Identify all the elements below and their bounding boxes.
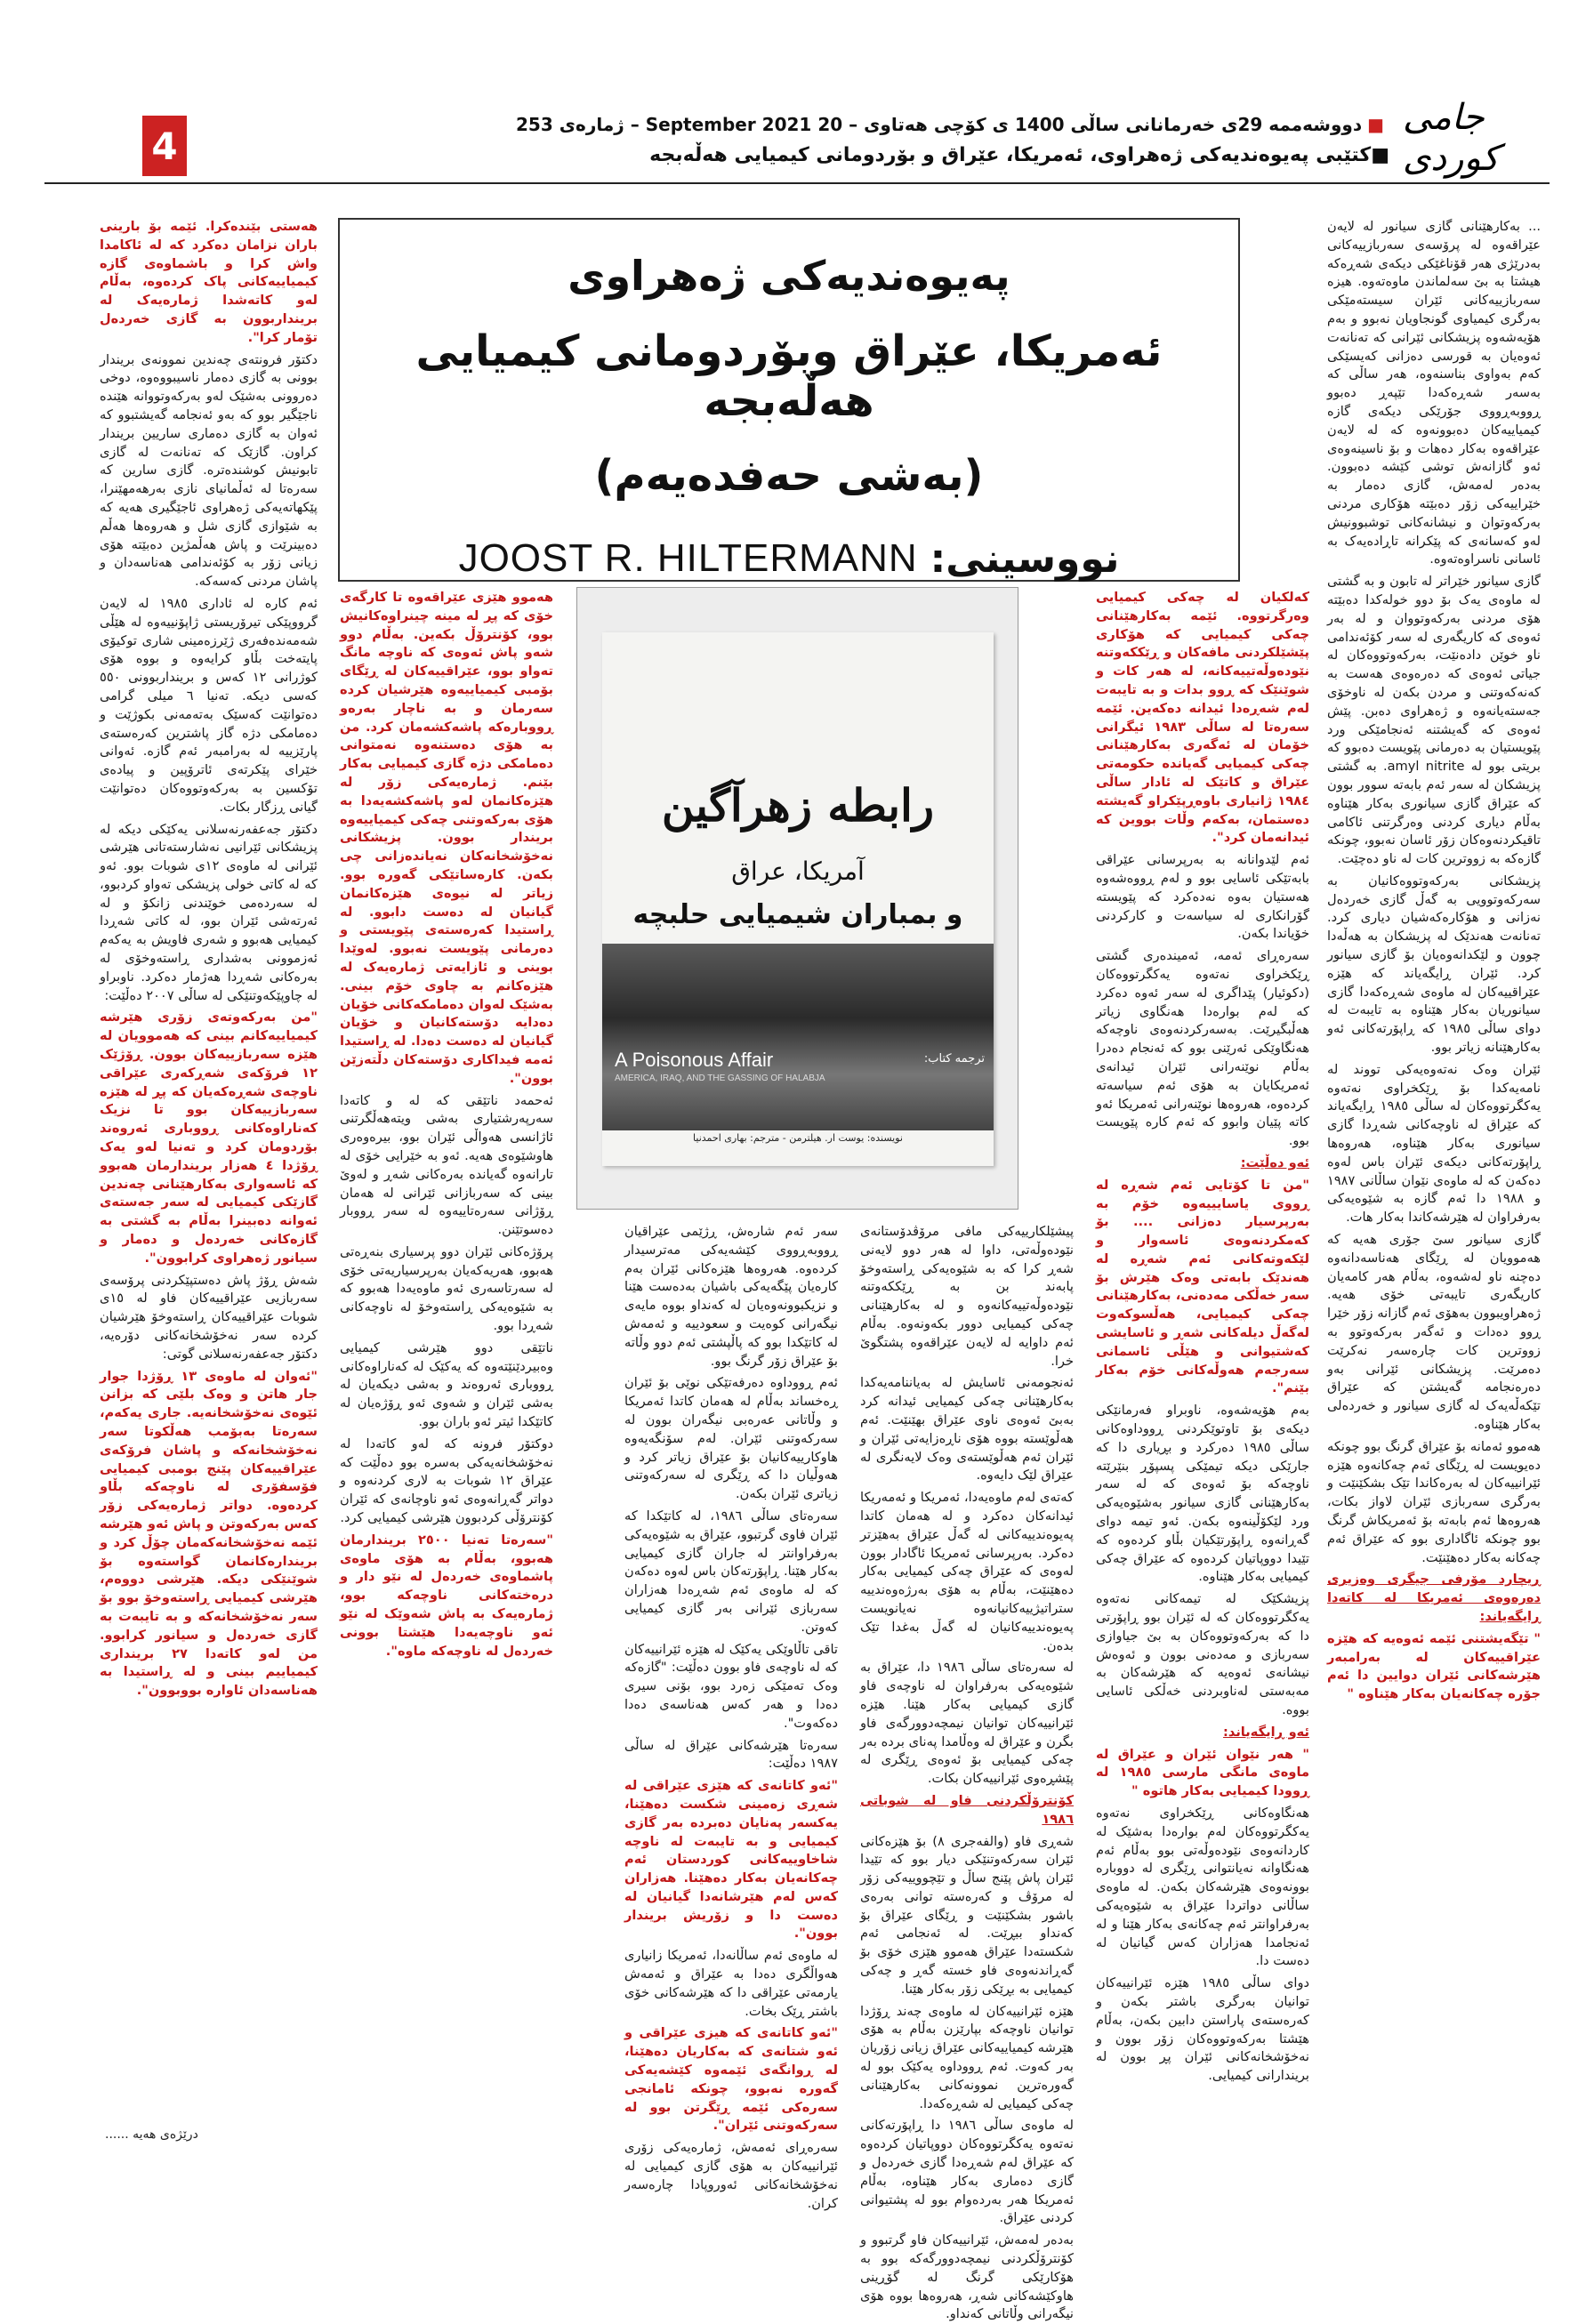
- book-title-english: A Poisonous Affair: [615, 1049, 774, 1071]
- article-paragraph: ناتێقی دوو هێرشی کیمیایی وەبیردێنێتەوە کە یەکێک لە کەناراوەکانی ڕووباری ئەروەند و بەشی دیکەیان لە بەشی ئێران و شەوی ئەو ڕۆژەیان لە کاتێکدا ئیتر ئەو باران بوو.: [340, 1339, 553, 1430]
- article-paragraph: "من بەرکەوتەی زۆری هێرشە کیمیاییەکانم بینی کە هەموویان لە هێزە سەربازییەکان بوون. ڕۆژێک ١٢ فرۆکەی شەڕکەری عێراقی ناوچەی شەڕەکەیان کە پڕ لە هێزە سەربازییەکان بوو تا نزیک کەناراوەکانی ڕووباری ئەروەند بۆردومان کرد و تەنیا لەو یەک ڕۆژدا ٤ هەزار بریندارمان هەبوو کە ئاسەواری بەکارهێنانی چەندین گازێکی کیمیایی لە سەر جەستەی ئەوانە دەبینرا بەڵام بە گشتی بە گازەکانی خەردەل و دەمار و سیانور ژەهراوی کرابوون".: [100, 1009, 318, 1266]
- article-paragraph: لە ماوەی ئەم ساڵانەدا، ئەمریکا زانیاری هەواڵگری دەدا بە عێراق و ئەمەش یارمەتی عێراقی دا کە هێرشەکانی خۆی باشتر ڕێک بخات.: [624, 1948, 838, 2019]
- book-cover: [602, 632, 994, 1166]
- article-paragraph: ئەم ڕووداوە دەرفەتێکی نوێی بۆ ئێران ڕەخساند بەڵام لە هەمان کاتدا ئەمریکا و وڵاتانی عەرەبی نیگەران بوون لە سەرکەوتنی ئێران. لەم سۆنگەیەوە هاوکارییەکانیان بۆ عێراق زیاتر کرد و هەوڵیان دا کە ڕێگری لە سەرکەوتنی زیاتری ئێران بکەن.: [624, 1375, 838, 1502]
- title-line-1: پەیوەندیەکی ژەهراوی: [568, 252, 1010, 300]
- translator-label: ترجمه کتاب:: [923, 1052, 985, 1066]
- article-column-1: [1327, 218, 1541, 2103]
- article-paragraph: کەلکیان لە چەکی کیمیایی وەرگرتووە. ئێمە بەکارهێنانی چەکی کیمیایی کە هۆکاری پێشێلکردنی مافەکان و ڕێککەوتنە نێودەوڵەتییەکانە، لە هەر کات و شوێنێک کە ڕوو بدات و بە تایبەت لەم شەڕەدا ئیدانە دەکەین. ئێمە سەرەتا لە ساڵی ١٩٨٣ ئیگرانی خۆمان لە ئەگەری بەکارهێنانی چەکی کیمیایی گەیاندە حکومەتی عێراق و کاتێک لە ئادار ساڵی ١٩٨٤ ژانیاری باوەڕپێکراو گەیشتە دەستمان، بەکەم وڵات بووین کە ئیدانەمان کرد".: [1096, 590, 1309, 846]
- article-paragraph: "ئەو کاتانەی کە هێزی عێراقی لە شەڕی زەمینی شکست دەهێنا، یەکسەر پەنایان دەبردە بەر گازی کیمیایی و بە تایبەت لە ناوچە شاخاوییەکانی کوردستان ئەم چەکانەیان بەکار دەهێنا. هەزاران کەس لەم هێرشانەدا گیانیان لە دەست دا و زۆریش بریندار بوون".: [624, 1778, 838, 1942]
- book-credits: نویسنده: یوست ار. هیلترمن - مترجم: بهاری احمدنیا: [693, 1132, 903, 1144]
- article-paragraph: ئەم کارە لە ئاداری ١٩٨٥ لە لایەن گرووپێکی تیرۆریستی ژاپۆنییەوە لە هێڵی شەمەندەفەری ژێرزەمینی شاری توکیۆی پایتەخت بڵاو کرایەوە و بووە هۆی کوژرانی ١٢ کەس و برینداربوونی ٥٥٠ کەسی دیکە. تەنیا ٦ میلی گرامی دەتوانێت کەسێک بەتەمەنی بکوژێت و دەمامکی دژە گاز پاشترین کەرەستەی پارێزییە لە بەرامبەر ئەم گازە. ئەوانی خێرای پێکرتەی ئاترۆپین و پیادەی تۆکسین بە بەرکەوتووەکان دەتوانێت گیانی ڕزگار بکات.: [100, 595, 318, 815]
- article-paragraph: گازی سیانور سێ جۆری هەیە کە هەموویان لە ڕێگای هەناسەدانەوە دەچنە ناو لەشەوە، بەڵام هەر کامەیان کاریگەری تایبەتی خۆی هەیە. ژەهراویبوون بەهۆی ئەم گازانە زۆر خێرا ڕوو دەدات و ئەگەر بەرکەوتوو بە زووترین کات چارەسەر نەکرێت دەمرێت. پزیشکانی ئێرانی بەو دەرەنجامە گەیشتن کە عێراق تێکەڵەیەک لە گازی سیانور و خەردەلی بەکار هێناوە.: [1327, 1232, 1541, 1432]
- article-paragraph: "ئەوان لە ماوەی ١٣ ڕۆژدا جوار جار هاتن و وەک بلێی کە بزانن ئێوەی نەخۆشخانەیە. جاری یەکەم، سەرەتا بەبۆمب هەڵکوتا سەر نەخۆشخانەکە و پاشان فرۆکەی عێراقییەکان پێنج بومبی کیمیایی فۆسفۆری لە ناوچەکە بڵاو کردەوە. دواتر ژمارەیەکی زۆر کەس بەرکەوتن و پاش ئەو هێرشە ئێمە نەخۆشخانەکەمان چۆڵ کرد و بریندارەکانمان گواستەوە بۆ شوێنێکی دیکە. هێرشی دووەم، هێرشی کیمیایی ڕاستەوخۆ بوو بۆ سەر نەخۆشخانەکە و بە تایبەت بە گازی خەردەل و سیانور کرابوو. من لەو کاتەدا ٢٧ برینداری کیمیاییم بینی و لە ڕاستیدا بە هەناسەدان ئاوارە بووبوون".: [100, 1368, 318, 1699]
- article-column-4: [624, 1223, 838, 2211]
- article-paragraph: ڕیچارد مۆرفی جیگری وەزیری دەرەوەی ئەمریکا لە کاتەدا ڕایگەیاند:: [1327, 1572, 1541, 1624]
- article-paragraph: دکتۆر جەعفەرنەسلانی یەکێکی دیکە لە پزیشکانی ئێرانیی نەشارستەتانی هێرشی ئێرانی لە ماوەی ١٢ی شوبات بوو. ئەو کە لە کاتی خولی پزیشکی تەواو کردبوو، لە سەردەمی خوێندنی زانکۆ و لە ئەرتەشی ئێران بوو، لە کاتی شەڕدا کیمیایی هەبوو و شەری فاویش بە یەکەم ئەزموونی بەشداری ڕاستەوخۆی لە بەرەکانی شەڕدا هەژمار دەکرد. ناوبراو لە چاوپێکەوتنێکی لە ساڵی ٢٠٠٧ دەڵێت:: [100, 821, 318, 1003]
- article-paragraph: تاقی تاڵاوێکی یەکێک لە هێزە ئێرانییەکان کە لە ناوچەی فاو بوون دەڵێت: "گازەکە وەک تەمێکی زەرد بوو، بۆنی سیری دەدا و هەر کەس هەناسەی دەدا دەکەوت".: [624, 1641, 838, 1731]
- article-paragraph: پزیشکانی بەرکەوتووەکانیان بە سەرکەوتوویی بە گەڵ گازی خەردەل نەزانی و هۆکارەکەشیان دیاری کرد. تەنانەت هەندێک لە پزیشکان بە هەڵەدا چوون و لێکدانەوەیان بۆ گازی سیانور کرد. ئێران ڕایگەیاند کە هێزە عێراقییەکان لە ماوەی شەڕەکەدا گازی سیانوریان بەکار هێناوە بە تایبەت لە دوای ساڵی ١٩٨٥ کە ڕاپۆرتەکانی ئەو بەکارهێنانە زیاتر بوو.: [1327, 873, 1541, 1056]
- article-paragraph: دوکتۆر فرونە کە لەو کاتەدا لە نەخۆشخانەیەکی بەسرە بوو دەڵێت کە عێراق ١٢ شوبات بە لاری کردنەوە و دواتر گەڕانەوەی ئەو ناوچانەی کە ئێران کۆنترۆڵی کردبوون هێرشی کیمیایی کرد.: [340, 1435, 553, 1526]
- article-running-title: [649, 144, 1389, 166]
- article-paragraph: پیشێلکارییەکی مافی مرۆڤدۆستانەی نێودەوڵەتی، داوا لە هەر دوو لایەنی شەڕ کرا کە بە شێوەیەکی ڕاستەوخۆ پابەند بن بە ڕێککەوتنە نێودەوڵەتییەکانەوە و لە بەکارهێنانی چەکی کیمیایی دوور بکەونەوە. بەڵام ئەم داوایە لە لایەن عێراقەوە پشتگوێ خرا.: [860, 1224, 1074, 1369]
- article-paragraph: "سەرەتا تەنیا ٢٥٠٠ بریندارمان هەبوو، بەڵام بە هۆی ماوەی پاشماوەی خەردەل لە نێو دار و درەختەکانی ناوچەکە بوو، ژمارەیەک بە پاش شەوێک لە نێو ئەو ناوچەیەدا هێشتا بوونی خەردەل لە ناوچەکە ماوە".: [340, 1532, 553, 1659]
- article-column-3: [860, 1223, 1074, 2322]
- article-paragraph: سەر ئەم شارەش، ڕژێمی عێراقیان ڕووبەڕووی کێشەیەکی مەترسیدار کردەوە. هەروەها هێزەکانی ئێران بەم کارەیان پێگەیەکی باشیان بەدەست هێنا و نزیکبوونەوەیان لە کەنداو بووە مایەی نیگەرانی کوەیت و سعودییە و ئەمەش لە کاتێکدا بوو کە پاڵپشتی ئەم دوو وڵاتە بۆ عێراق زۆر گرنگ بوو.: [624, 1224, 838, 1369]
- article-paragraph: پزیشکێک لە تیمەکانی نەتەوە یەکگرتووەکان کە لە ئێران بوو ڕاپۆرتی دا کە بەرکەوتووەکان بە بێ جیاوازی سەربازی و مەدەنی بوون و ئەوەش نیشانەی ئەوەیە کە هێرشەکان بە مەبەستی لەناوبردنی خەڵکی ئاسایی بووە.: [1096, 1591, 1309, 1718]
- author-name: JOOST R. HILTERMANN: [458, 536, 918, 580]
- article-paragraph: لە ماوەی ساڵی ١٩٨٦ دا ڕاپۆرتەکانی نەتەوە یەکگرتووەکان دووپاتیان کردەوە کە عێراق لەم شەڕەدا گازی خەردەل و گازی دەماری بەکار هێناوە، بەڵام ئەمریکا هەر بەردەوام بوو لە پشتیوانی کردنی عێراق.: [860, 2118, 1074, 2226]
- issue-date-text: دووشەممە 29ی خەرمانانی ساڵی 1400 ی کۆچی هەتاوی – 20 September 2021 – ژمارەی 253: [516, 114, 1363, 135]
- article-column-5: [340, 589, 553, 2101]
- article-paragraph: ئەحمەد ناتێقی کە لە و کاتەدا سەرپەرشتیاری بەشی ویتەهەڵگرتنی ئاژانسی هەواڵی ئێران بوو، بیرەوەری هاوشێوەی هەیە. ئەو بە خێرایی خۆی لە تارانەوە گەیاندە بەرەکانی شەڕ و لەوێ بینی کە سەربازانی ئێرانی لە هەمان ڕۆژانی سەرەتاییەوە لە سەر ڕووبار دەسوتێنن.: [340, 1092, 553, 1238]
- article-paragraph: هەنگاوەکانی ڕێکخراوی نەتەوە یەکگرتووەکان لەم بوارەدا بەشێک لە کاردانەوەی نێودەوڵەتی بوو بەڵام ئەم هەنگاوانە نەیانتوانی ڕێگری لە دووبارە بوونەوەی هێرشەکان بکەن. لە ماوەی ساڵانی دواتردا عێراق بە شێوەیەکی بەرفراوانتر ئەم چەکانەی بەکار هێنا و لە ئەنجامدا هەزاران کەس گیانیان لە دەست دا.: [1096, 1805, 1309, 1969]
- article-paragraph: دکتۆر فرونتەی چەندین نموونەی بریندار بوونی بە گازی دەمار ناسیبووەوە، دوخی دەروونی بەشێک لەو بەرکەوتووانە هێندە ناجێگیر بوو کە بەو ئەنجامە گەیشتبوو کە ئەوان بە گازی دەماری ساریین بریندار کراون. گازێک کە تەنانەت لە گازی تابونیش کوشندەترە. گازی سارین کە سەرەتا لە ئەڵمانیای نازی بەرهەمهێنرا، پێکهاتەیەکی ژەهراوی ئاجێگیری هەیە کە بە شێوازی گازی شل و هەروەها هەڵم دەبینرێت و پاش هەڵمژین دەبێتە هۆی زیانی زۆر بە کۆئەندامی هەناسەدان و پاشان مردنی کەسەکە.: [100, 351, 318, 590]
- article-paragraph: هێزە ئێرانییەکان لە ماوەی چەند ڕۆژدا توانیان ناوچەکە بپارێزن بەڵام بە هۆی هێرشە کیمیاییەکانی عێراق زیانی زۆریان بەر کەوت. ئەم ڕووداوە یەکێک بوو لە گەورەترین نموونەکانی بەکارهێنانی چەکی کیمیایی لە شەڕەکەدا.: [860, 2003, 1074, 2111]
- article-paragraph: سەرەڕای ئەمەش، ژمارەیەکی زۆری ئێرانییەکان بە هۆی گازی کیمیایی لە نەخۆشخانەکانی ئەوروپادا چارەسەر کران.: [624, 2140, 838, 2211]
- article-title-box: [338, 218, 1240, 582]
- article-paragraph: ئەو ڕایگەیاند:: [1223, 1724, 1309, 1740]
- book-cover-photo: [602, 944, 994, 1130]
- article-paragraph: "من تا کۆتایی ئەم شەڕە لە ڕووی یاسایییەوە خۆم بە بەرپرسیار دەزانی .... بۆ کەمکردنەوەی ئاسەوار و لێکەوتەکانی ئەم شەڕە لە هەندێک بابەتی وەک هێرش بۆ سەر خەڵکی مەدەنی، بەکارهێنانی چەکی کیمیایی، هەڵسوکەوت لەگەڵ دیلەکانی شەڕ و ئاسایشی کەشتیوانی و هێڵی ئاسمانی سەرجەم هەوڵەکانی خۆم بەکار بێنم".: [1096, 1177, 1309, 1396]
- article-paragraph: سەرەتای ساڵی ١٩٨٦، لە کاتێکدا کە ئێران فاوی گرتبوو، عێراق بە شێوەیەکی بەرفراوانتر لە جاران گازی کیمیایی بەکار هێنا. ڕاپۆرتەکان باس لەوە دەکەن کە لە ماوەی ئەم شەڕەدا هەزاران سەربازی ئێرانی بەر گازی کیمیایی کەوتن.: [624, 1508, 838, 1635]
- article-paragraph: سەرەڕای ئەمە، ئەمیندەری گشتی ڕێکخراوی نەتەوە یەکگرتووەکان (دکوئیار) پێداگری لە سەر ئەوە دەکرد کە لەم بوارەدا هەنگاوی زیاتر هەڵبگیرێت. بەسەرکردنەوەی ناوچەکە هەنگاوێکی ئەرێنی بوو کە ئەنجام دەدرا بەڵام نوێنەرانی ئێران ئیدانەی ئەمریکایان بە هۆی ئەم سیاسەتە کردەوە، هەروەها نوێنەرانی ئەمریکا ئەو کاتە پێیان وابوو کە ئەم کارە پێویست بوو.: [1096, 948, 1309, 1149]
- article-paragraph: هەستی بێندەکرا. ئێمە بۆ بارینی باران نزامان دەکرد کە لە ئاکامدا واش کرا و باشماوەی گازە کیمیاییەکانی پاک کردەوە، بەڵام لەو کاتەشدا ژمارەیەک لە برینداربوون بە گازی خەردەل تۆمار کرا".: [100, 219, 318, 345]
- article-paragraph: بەدەر لەمەش، ئێرانییەکان فاو گرتبوو و کۆنترۆڵکردنی نیمچەدوورگەکە بوو بە هۆکارێکی گرنگ لە گۆڕینی هاوکێشەکانی شەڕ، هەروەها بووە هۆی نیگەرانی وڵاتانی کەنداو.: [860, 2232, 1074, 2322]
- title-part-label: (بەشی حەفدەیەم): [594, 451, 984, 501]
- header-divider: [44, 182, 1550, 184]
- title-line-2: ئەمریکا، عێراق وبۆردومانی کیمیایی هەڵەبجە: [415, 326, 1163, 426]
- article-column-2: [1096, 589, 1309, 2101]
- article-paragraph: گازی سیانور خێراتر لە تابون و بە گشتی لە ماوەی یەک بۆ دوو خولەکدا دەبێتە هۆی مردنی بەرکەوتووان و لە بەر ئەوەی کە کاریگەری لە سەر کۆئەندامی ناو خوێن دادەنێت، بەرکەوتووەکان لە جیاتی ئەوەی کە دەرەوەی هەست بە کەنەکەوتنی و مردن بکەن لە ناوخۆی جەستەیانەوە و ژەهراوی دەبن. پێش ئەوەی کە گەیشتنە ئەنجامێکی ورد پێویستیان بە دەرمانی پێویست دەبوو کە بریتی بوو لە amyl nitrite. بە گشتی پزیشکان لە سەر ئەم بابەتە سوور بوون کە عێراق گازی سیانوری بەکار هێناوە بەڵام دیاری کردنی وەرگرتنی ئاکامی تاقیکردنەوەکان زۆر ئاسان نەبوو، چونکە گازەکە بە زووترین کات لە ناو دەچێت.: [1327, 574, 1541, 867]
- article-paragraph: " تێگەیشتنی ئێمە ئەوەیە کە هێزە عێراقییەکان لە بەرامبەر هێرشەکانی ئێران دوایین دا ئەم جۆرە چەکانەیان بەکار هێناوە ": [1327, 1630, 1541, 1702]
- red-square-icon: ■: [1371, 144, 1389, 166]
- article-paragraph: " هەر نێوان ئێران و عێراق لە ماوەی مانگی مارسی ١٩٨٥ لە ڕوودا کیمیایی بەکار هاتوە ": [1096, 1746, 1309, 1799]
- article-column-6: [100, 218, 318, 2117]
- article-paragraph: ئەم لێدوانانە بە بەرپرسانی عێراقی بابەتێکی ئاسایی بوو و لەم ڕووەشەوە هەستیان بەوە نەدەکرد کە پێویستە گۆرانکاری لە سیاسەت و کارکردنی خۆیاندا بکەن.: [1096, 852, 1309, 942]
- article-paragraph: "ئەو کاتانەی کە هیزی عێراقی و ئەو شتانەی کە بەکاریان دەهێنا، لە ڕوانگەی ئێمەوە کێشەیەکی گەورە نەبوو، چونکە ئامانجی سەرەکی ئێمە ڕێگرتن بوو لە سەرکەوتنی ئێران".: [624, 2025, 838, 2134]
- red-square-icon: ■: [1367, 114, 1384, 135]
- book-title: رابطه زهرآگین: [661, 779, 935, 832]
- book-subtitle-1: آمریکا، عراق: [731, 856, 865, 886]
- article-paragraph: سەرەتا هێرشەکانی عێراق لە ساڵی ١٩٨٧ دەڵێت:: [624, 1737, 838, 1772]
- article-paragraph: دوای ساڵی ١٩٨٥ هێزە ئێرانییەکان توانیان بەرگری باشتر بکەن و کەرەستەی پاراستن دابین بکەن، بەڵام هێشتا بەرکەوتووەکان زۆر بوون و نەخۆشخانەکانی ئێران پڕ بوون لە بریندارانی کیمیایی.: [1096, 1975, 1309, 2084]
- article-paragraph: هەموو هێزی عێراقەوە تا کارگەی خۆی کە پڕ لە مینە چینراوەکانیش بوو، کۆنترۆڵ بکەین. بەڵام دوو شەو پاش ئەوەی کە ناوچە مانگ تەواو بوو، عێراقییەکان لە ڕێگای بۆمبی کیمیاییەوە هێرشیان کردە سەرمان و بە ناچار بەرەو ڕووبارەکە پاشەکشەمان کرد. من بە هۆی دەستنەوە نەمتوانی دەمامکی دژە گازی کیمیایی بەکار بێنم. ژمارەیەکی زۆر لە هێزەکانمان لەو پاشەکشەیەدا بە هۆی بەرکەوتنی چەکی کیمیاییەوە بریندار بوون. پزیشکانی نەخۆشخانەکان نەیاندەزانی چی بکەن. کارەساتێکی گەورە بوو. زیاتر لە نیوەی هێزەکانمان گیانیان لە دەست دابوو. لە ڕاستیدا کەرەستەی پێویستی و دەرمانی پێویست نەبوو. لەوێدا بوینی و ئازایەتی ژمارەیەک لە هێزەکانم بە چاوی خۆم بینی. بەشێک لەوان دەمامکەکانی خۆیان دەدایە دۆستەکانیان و خۆیان گیانیان لە دەست دەدا. لە ڕاستیدا ئەمە فیداکاری دۆستەکان دڵتەزێن بوون".: [340, 590, 553, 1086]
- issue-date-line: [516, 114, 1389, 135]
- article-paragraph: پرۆژەکانی ئێران دوو پرسیاری بنەڕەتی هەبوو، هەریەکەیان بەرپرسیاریەتی خۆی لە سەرتاسەری ئەو ماوەیەدا هەبوو کە بە شێوەیەکی ڕاستەوخۆ لە ناوچەکانی شەڕدا بوو.: [340, 1243, 553, 1334]
- to-be-continued-note: درێژەی هەیە ......: [105, 2127, 198, 2142]
- article-paragraph: کۆنترۆڵکردنی فاو لە شوباتی ١٩٨٦: [860, 1792, 1074, 1827]
- article-paragraph: ئێران وەک نەتەوەیەکی تووند لە نامەیەکدا بۆ ڕێکخراوی نەتەوە یەکگرتووەکان لە ساڵی ١٩٨٥ ڕایگەیاند کە عێراق لە ناوچەکانی شەڕدا گازی سیانوری بەکار هێناوە، هەروەها ڕاپۆرتەکانی دیکەی ئێران باس لەوە دەکەن کە لە ماوەی نێوان ساڵانی ١٩٨٧ و ١٩٨٨ دا ئەم گازە بە شێوەیەکی بەرفراوان لە هێرشەکاندا بەکار هات.: [1327, 1061, 1542, 1226]
- book-cover-image: [576, 587, 1018, 1210]
- article-paragraph: شەڕی فاو (والفەجری ٨) بۆ هێزەکانی ئێران سەرکەوتنێکی دیار بوو کە تێیدا ئێران پاش پێنج ساڵ و تێچووییەکی زۆر لە مرۆڤ و کەرەستە توانی بەرەی باشور بشکێنێت و ڕێگای عێراق بۆ کەنداو ببڕێت. لە ئەنجامی ئەم شکستەدا عێراق هەموو هێزی خۆی بۆ گەڕاندنەوەی فاو خستە گەڕ و چەکی کیمیایی بە بڕێکی زۆر بەکار هێنا.: [860, 1833, 1074, 1997]
- running-title-text: کتێبی پەیوەندیەکی ژەهراوی، ئەمریکا، عێراق و بۆردومانی کیمیایی هەڵەبجە: [649, 144, 1372, 166]
- newspaper-logo: جامى كوردى: [1403, 97, 1500, 179]
- book-subtitle-english: AMERICA, IRAQ, AND THE GASSING OF HALABJA: [615, 1074, 825, 1083]
- article-paragraph: ئەو دەڵێت:: [1240, 1154, 1309, 1170]
- article-paragraph: لە سەرەتای ساڵی ١٩٨٦ دا، عێراق بە شێوەیەکی بەرفراوان لە ناوچەی فاو گازی کیمیایی بەکار هێنا. هێزە ئێرانییەکان توانیان نیمچەدوورگەی فاو بگرن و عێراق لە وەڵامدا پەنای بردە بەر چەکی کیمیایی بۆ ئەوەی ڕێگری لە پێشڕەوی ئێرانییەکان بکات.: [860, 1660, 1074, 1787]
- article-paragraph: شەش ڕۆژ پاش دەستپێکردنی پرۆسەی سەربازیی عێراقییەکان فاو لە ١٥ی شوبات عێراقییەکان ڕاستەوخۆ هێرشیان کردە سەر نەخۆشخانەکانی دۆرەیە، دکتۆر جەعفەرنەسلانی گوتی:: [100, 1272, 318, 1362]
- book-subtitle-2: و بمباران شیمیایی حلبچه: [632, 899, 963, 930]
- article-paragraph: بەم هۆیەشەوە، ناوبراو فەرمانێکی دیکەی بۆ تاوتوێکردنی ڕووداوەکانی ساڵی ١٩٨٥ دەرکرد و بڕیاری دا کە جارێکی دیکە تیمێکی پسپۆڕ بنێرێتە ناوچەکە بۆ ئەوەی کە لە سەر بەکارهێنانی گازی سیانور بەشێوەیەکی ورد لێکۆڵینەوە بکەن. ئەو تیمە دوای گەڕانەوە ڕاپۆرتێکیان بڵاو کردەوە کە تێیدا دووپاتیان کردەوە کە عێراق چەکی کیمیایی بەکار هێناوە.: [1096, 1403, 1309, 1585]
- author-label: نووسینی:: [930, 536, 1120, 582]
- page-number: 4: [142, 116, 187, 176]
- article-paragraph: ئەنجومەنی ئاسایش لە بەیاننامەیەکدا بەکارهێنانی چەکی کیمیایی ئیدانە کرد بەبێ ئەوەی ناوی عێراق بهێنێت. ئەم هەڵوێستە بووە هۆی ناڕەزایەتی ئێران و ئێران ئەم هەڵوێستەی وەک لایەنگری لە عێراق لێک دایەوە.: [860, 1375, 1074, 1484]
- article-paragraph: ... بەکارهێنانی گازی سیانور لە لایەن عێراقەوە لە پرۆسەی سەربازییەکانی بەدرێژی هەر قۆناغێکی دیکەی شەڕەکە هیشتا بە بێ سەلماندن ماوەتەوە. هیزە سەربازییەکانی ئێران سیستەمێکی بەرگری کیمیاوی گونجاویان نەبوو و بەم هۆیەشەوە پزیشکانی ئێرانی کە تەنانەت ئەوەیان بە قورسی دەزانی کەیسێکی کەم بەواوی بناسنەوە، هەر ساڵی کە بەسەر شەڕەکەدا تێپەڕ دەبوو ڕووبەڕووی جۆرێکی دیکەی گازە کیمیاییەکان دەبوونەوە کە لە لایەن عێراقەوە بەکار دەهات و بۆ ناسینەوەی ئەو گازانەش توشی کێشە دەبوون. بەدەر لەمەش، گازی دەمار بە خێراییەکی زۆر دەبێتە هۆکاری مردنی بەرکەوتوان و نیشانەکانی توشبوونیش لەو کەسانەی کە پێکرانە تاڕادەیەک بە ئاسانی ناسراوەتەوە.: [1327, 219, 1541, 567]
- article-paragraph: هەموو ئەمانە بۆ عێراق گرنگ بوو چونکە دەیویست لە ڕێگای ئەم چەکانەوە هێزە ئێرانییەکان لە بەرەکاندا تێک بشکێنێت و بەرگری سەربازی ئێران لاواز بکات، هەروەها ئەم بابەتە بۆ ئەمریکاش گرنگ بوو چونکە ئاگاداری بوو کە عێراق ئەم چەکانە بەکار دەهێنێت.: [1327, 1438, 1541, 1565]
- article-paragraph: کەتەی لەم ماوەیەدا، ئەمریکا و ئەمەریکا ئیدانەکان دەکرد و لە هەمان کاتدا پەیوەندییەکانی لە گەڵ عێراق بەهێزتر دەکرد. بەرپرسانی ئەمریکا ئاگادار بوون لەوەی کە عێراق چەکی کیمیایی بەکار دەهێنێت، بەڵام بە هۆی بەرژەوەندییە ستراتیژییەکانیانەوە نەیانویست پەیوەندییەکانیان لە گەڵ بەغدا تێک بدەن.: [860, 1490, 1074, 1653]
- author-line: [340, 536, 1238, 582]
